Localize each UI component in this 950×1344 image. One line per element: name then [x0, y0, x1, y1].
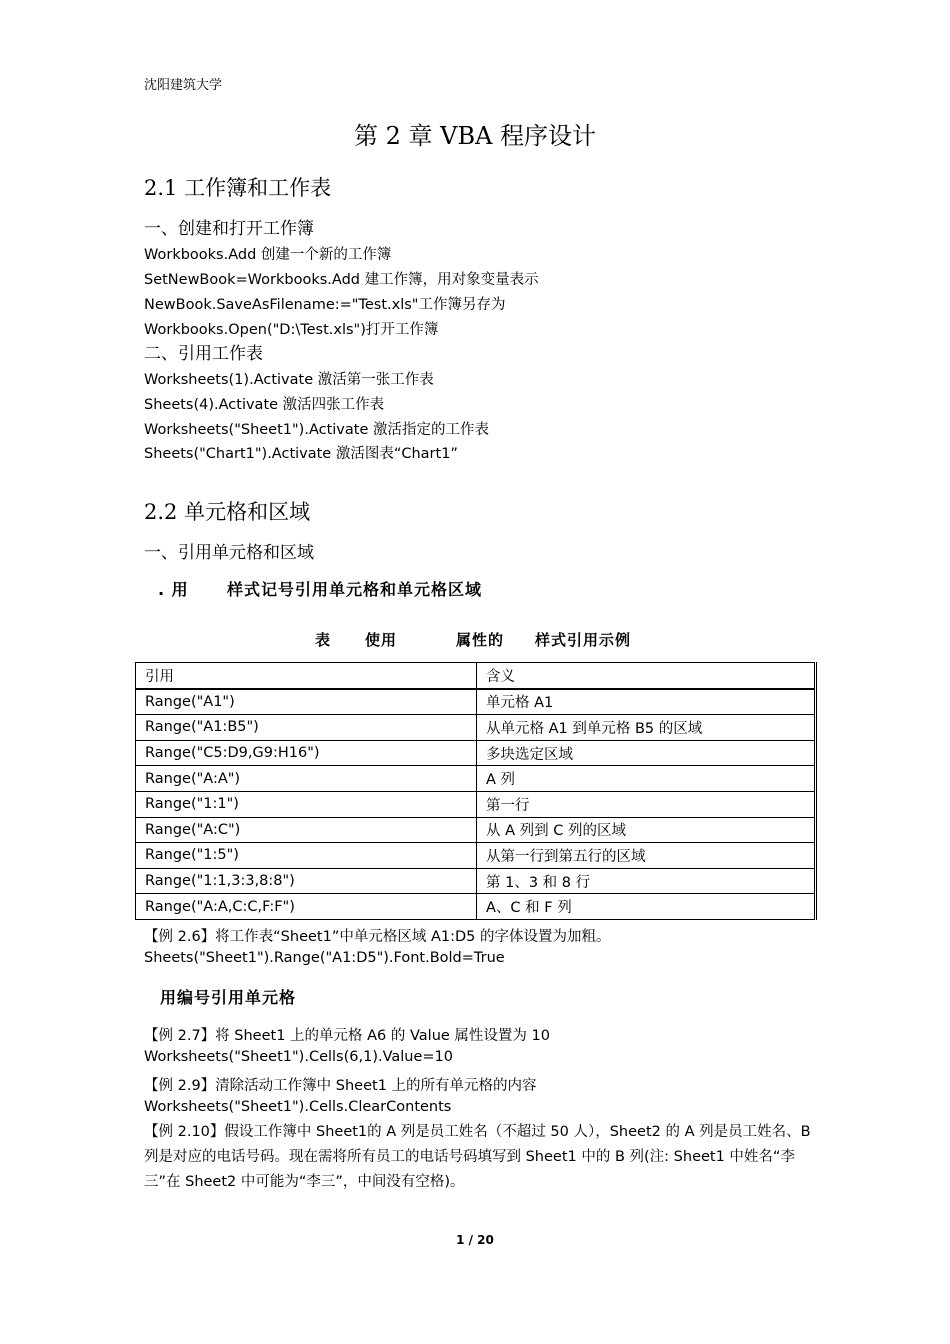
subheading-reference-worksheet: 二、引用工作表: [144, 344, 263, 364]
code-2-9: Worksheets("Sheet1").Cells.ClearContents: [144, 1099, 452, 1115]
range-reference-table: [135, 662, 817, 920]
table-cell: 从 A 列到 C 列的区域: [477, 817, 816, 843]
table-cell: Range("1:1"): [136, 791, 477, 817]
table-cell: A、C 和 F 列: [477, 894, 816, 920]
table-row: [136, 894, 816, 920]
example-2-9: 【例 2.9】清除活动工作簿中 Sheet1 上的所有单元格的内容: [144, 1078, 537, 1094]
chapter-title: 第 2 章 VBA 程序设计: [353, 122, 597, 150]
table-cell: A 列: [477, 766, 816, 792]
table-cell: Range("A:C"): [136, 817, 477, 843]
table-caption-part: 表: [315, 631, 332, 649]
table-cell: Range("A1:B5"): [136, 715, 477, 741]
table-header-cell: 引用: [136, 663, 477, 689]
text-line: SetNewBook=Workbooks.Add 建工作簿，用对象变量表示: [144, 272, 539, 288]
code-2-6: Sheets("Sheet1").Range("A1:D5").Font.Bold=True: [144, 950, 505, 966]
table-row: [136, 689, 816, 715]
section-heading-2-1: 2.1 工作簿和工作表: [144, 176, 332, 200]
table-cell: 从第一行到第五行的区域: [477, 843, 816, 869]
table-caption-part: 属性的: [456, 631, 505, 649]
table-header-row: [136, 663, 816, 689]
table-row: [136, 817, 816, 843]
table-row: [136, 791, 816, 817]
subsection-title-a1-style: 样式记号引用单元格和单元格区域: [227, 580, 483, 599]
text-line: Sheets("Chart1").Activate 激活图表“Chart1”: [144, 446, 458, 462]
subheading-reference-cells: 一、引用单元格和区域: [144, 543, 314, 563]
table-cell: 第 1、3 和 8 行: [477, 868, 816, 894]
code-2-7: Worksheets("Sheet1").Cells(6,1).Value=10: [144, 1049, 454, 1065]
table-cell: Range("A1"): [136, 689, 477, 715]
table-cell: Range("C5:D9,G9:H16"): [136, 740, 477, 766]
text-line: Worksheets(1).Activate 激活第一张工作表: [144, 372, 434, 388]
table-cell: 单元格 A1: [477, 689, 816, 715]
subheading-create-open-workbook: 一、创建和打开工作簿: [144, 219, 314, 239]
text-line: Sheets(4).Activate 激活四张工作表: [144, 397, 385, 413]
subsection-title-cell-index: 用编号引用单元格: [160, 988, 297, 1007]
example-2-6: 【例 2.6】将工作表“Sheet1”中单元格区域 A1:D5 的字体设置为加粗。: [144, 929, 611, 945]
table-header-cell: 含义: [477, 663, 816, 689]
table-row: [136, 843, 816, 869]
text-line: NewBook.SaveAsFilename:="Test.xls"工作簿另存为: [144, 297, 506, 313]
page-header: 沈阳建筑大学: [144, 78, 223, 93]
text-line: Workbooks.Add 创建一个新的工作簿: [144, 247, 392, 263]
table-cell: 从单元格 A1 到单元格 B5 的区域: [477, 715, 816, 741]
table-cell: Range("1:1,3:3,8:8"): [136, 868, 477, 894]
table-row: [136, 740, 816, 766]
example-2-10: 【例 2.10】假设工作簿中 Sheet1的 A 列是员工姓名（不超过 50 人），Sheet2 的 A 列是员工姓名、B 列是对应的电话号码。现在需将所有员工的电话号码填写到 Sheet1 中的 B 列(注: Sheet1 中姓名“李三”在 Sheet2 中可能为“李三”，中间没有空格)。: [144, 1124, 811, 1190]
example-2-7: 【例 2.7】将 Sheet1 上的单元格 A6 的 Value 属性设置为 10: [144, 1028, 550, 1044]
text-line: Worksheets("Sheet1").Activate 激活指定的工作表: [144, 422, 489, 438]
section-heading-2-2: 2.2 单元格和区域: [144, 500, 311, 524]
table-cell: Range("A:A"): [136, 766, 477, 792]
table-caption-part: 样式引用示例: [535, 631, 632, 649]
table-cell: Range("1:5"): [136, 843, 477, 869]
subsection-prefix: . 用: [158, 580, 189, 599]
table-cell: Range("A:A,C:C,F:F"): [136, 894, 477, 920]
table-cell: 多块选定区域: [477, 740, 816, 766]
text-line: Workbooks.Open("D:\Test.xls")打开工作簿: [144, 322, 439, 338]
table-row: [136, 715, 816, 741]
table-cell: 第一行: [477, 791, 816, 817]
table-row: [136, 868, 816, 894]
page-number: 1 / 20: [456, 1233, 494, 1247]
table-row: [136, 766, 816, 792]
table-caption-part: 使用: [365, 631, 398, 649]
